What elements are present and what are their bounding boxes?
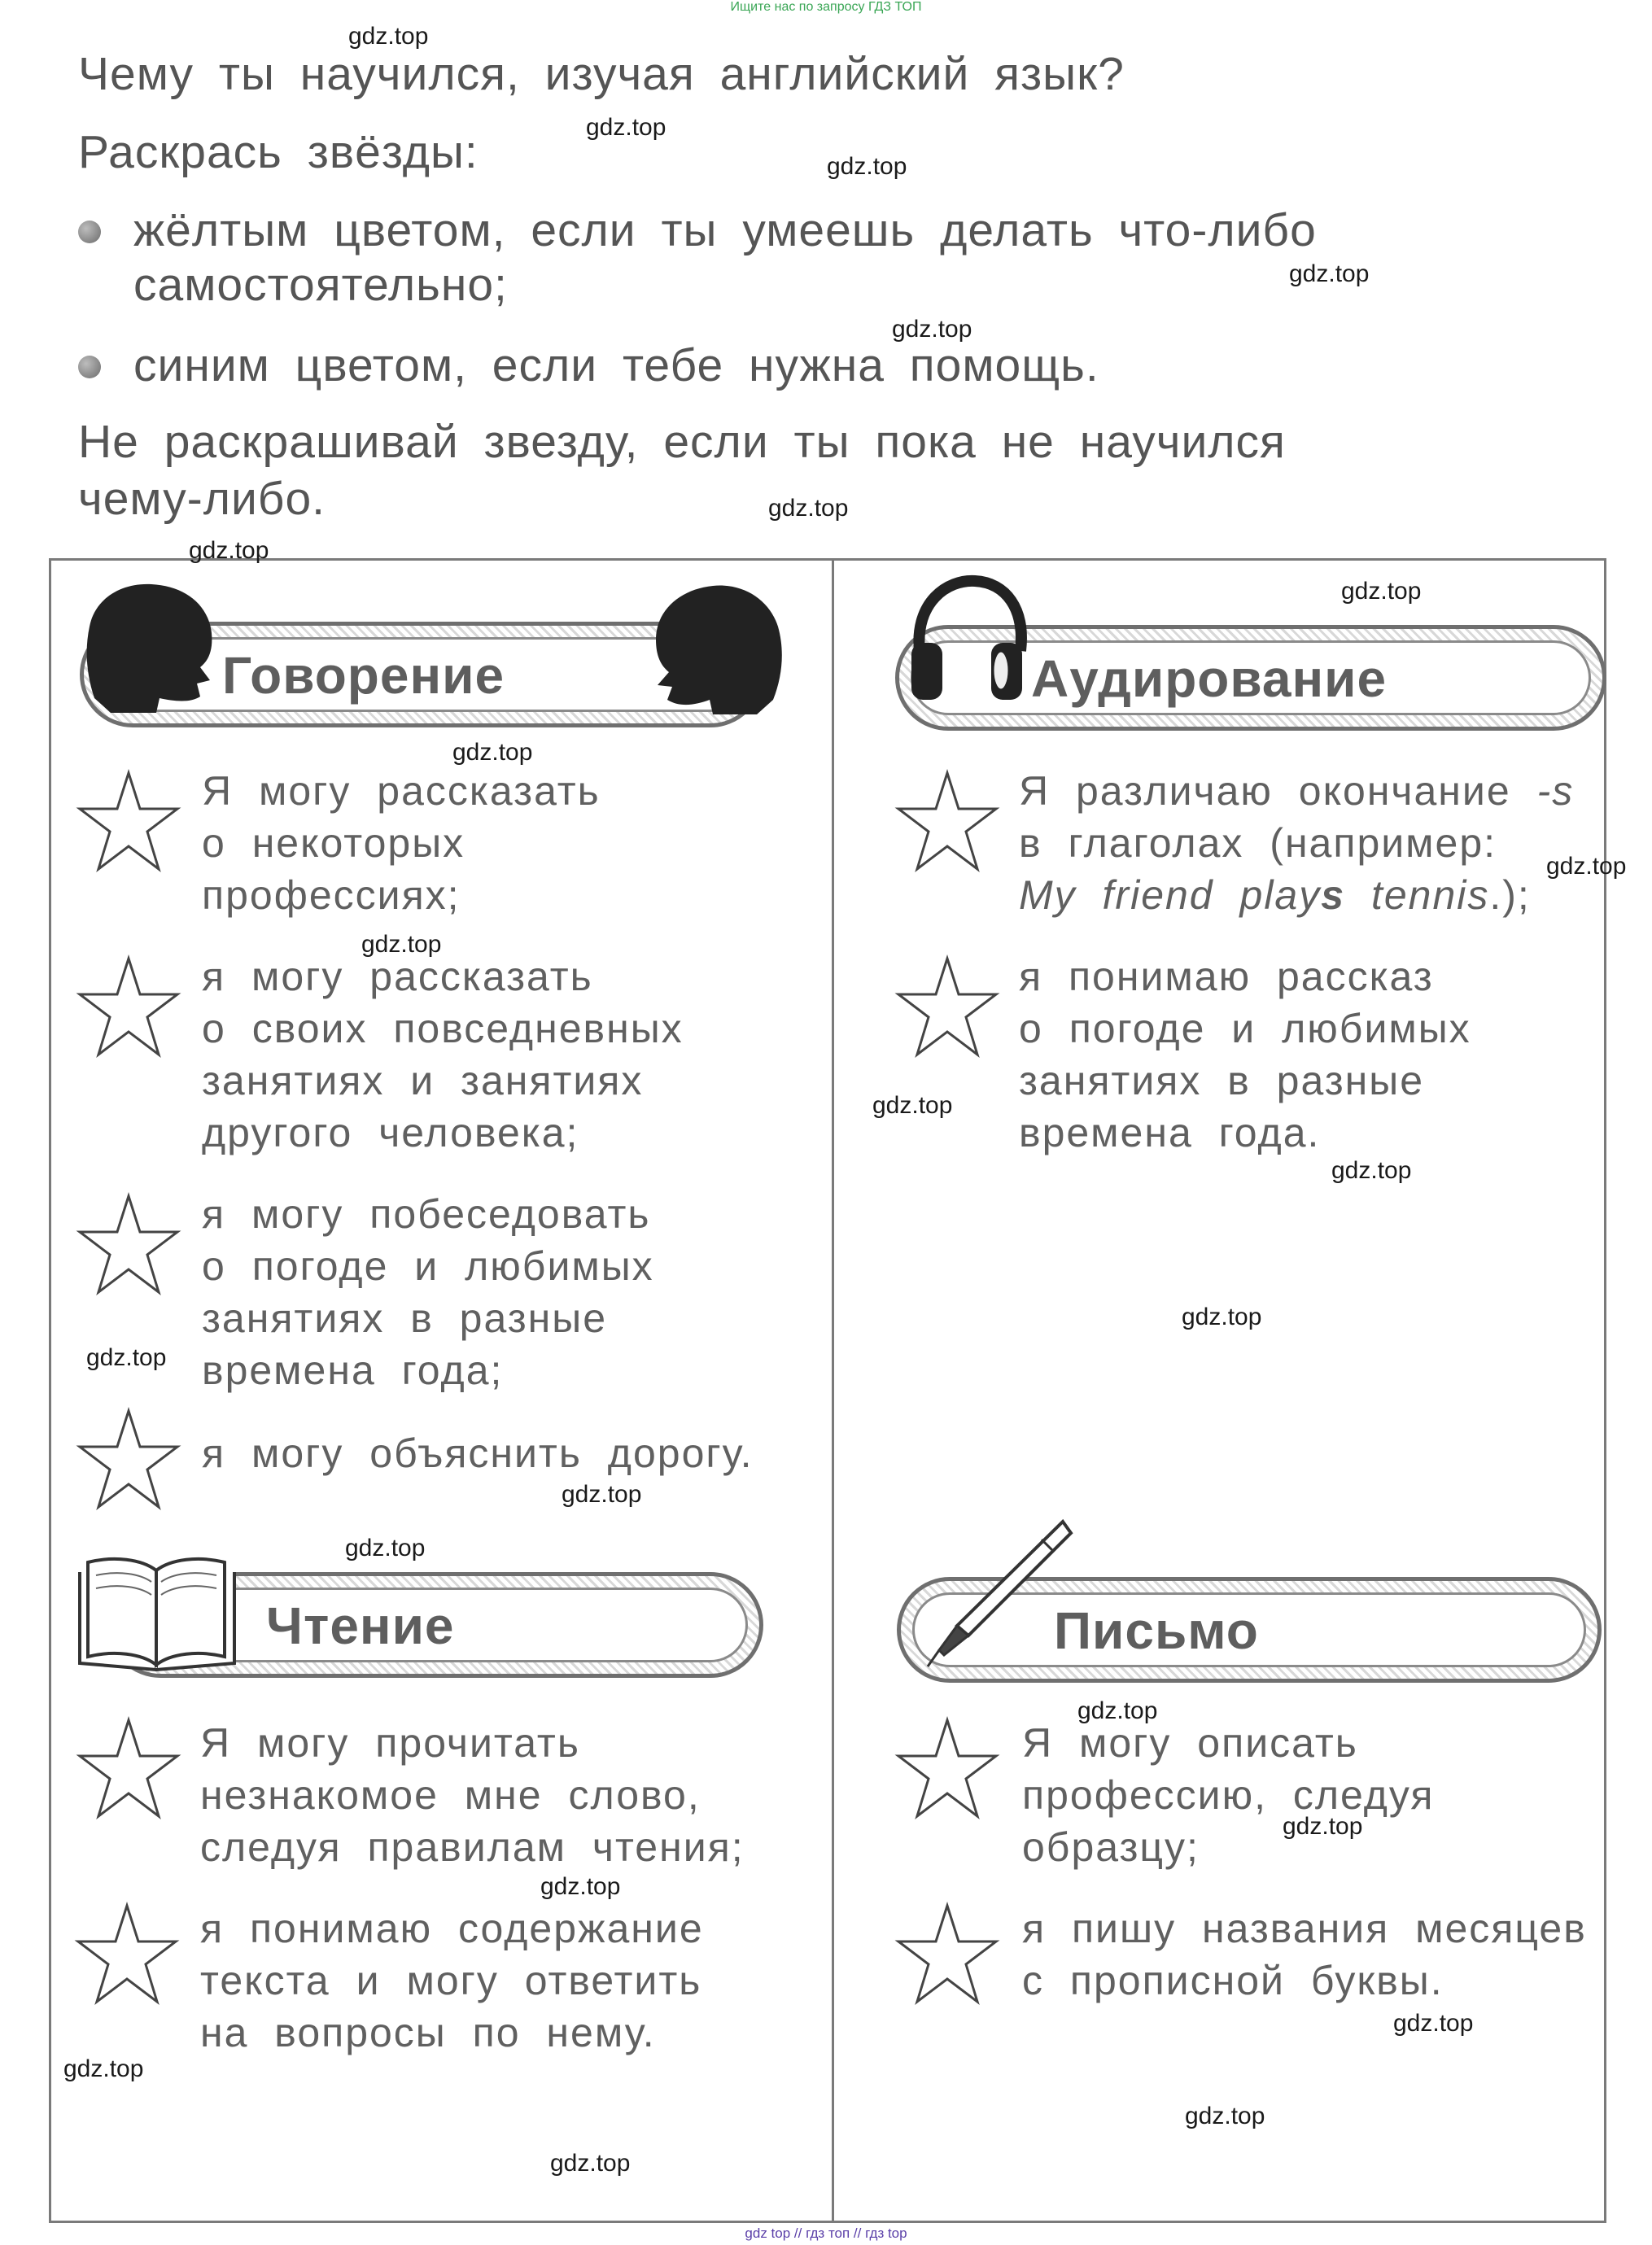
note-line: Не раскрашивай звезду, если ты пока не научился <box>78 416 1286 468</box>
star-checkbox[interactable] <box>894 768 1001 876</box>
note-line: чему-либо. <box>78 473 326 525</box>
watermark: gdz.top <box>550 2150 631 2177</box>
star-checkbox[interactable] <box>894 954 1001 1061</box>
reading-item-1: Я могу прочитать незнакомое мне слово, следуя правилам чтения; <box>200 1720 745 1870</box>
listening-item-2: я понимаю рассказ о погоде и любимых занятиях в разные времена года. <box>1019 954 1471 1155</box>
watermark: gdz.top <box>1393 2010 1474 2037</box>
reading-title: Чтение <box>266 1596 455 1655</box>
listening-item-1: Я различаю окончание -s в глаголах (например: My friend plays tennis.); <box>1019 768 1575 918</box>
watermark: gdz.top <box>892 316 972 343</box>
column-divider <box>832 558 834 2223</box>
bullet-dot-icon <box>78 221 101 243</box>
watermark: gdz.top <box>1289 260 1370 287</box>
watermark: gdz.top <box>1341 578 1422 605</box>
open-book-icon <box>73 1551 244 1673</box>
watermark: gdz.top <box>872 1092 953 1119</box>
watermark: gdz.top <box>1185 2103 1265 2129</box>
question-heading: Чему ты научился, изучая английский язык? <box>78 48 1125 100</box>
bullet-yellow <box>78 202 1413 316</box>
star-checkbox[interactable] <box>75 768 182 876</box>
bullet-yellow-line: жёлтым цветом, если ты умеешь делать что-либо <box>133 204 1317 256</box>
bullet-blue <box>78 337 1413 394</box>
watermark: gdz.top <box>827 153 907 180</box>
footer-note: gdz top // гдз топ // гдз top <box>745 2225 907 2241</box>
star-checkbox[interactable] <box>75 1191 182 1299</box>
watermark: gdz.top <box>1546 853 1627 880</box>
bullet-dot-icon <box>78 356 101 378</box>
watermark: gdz.top <box>768 495 849 522</box>
star-checkbox[interactable] <box>894 1901 1001 2008</box>
speaking-item-1: Я могу рассказать о некоторых профессиях; <box>202 768 601 918</box>
speaking-item-2: я могу рассказать о своих повседневных занятиях и занятиях другого человека; <box>202 954 684 1155</box>
watermark: gdz.top <box>63 2055 144 2082</box>
speaking-title: Говорение <box>222 646 505 705</box>
listening-title: Аудирование <box>1031 649 1388 708</box>
watermark: gdz.top <box>452 739 533 766</box>
instruction-text: Раскрась звёзды: <box>78 126 479 178</box>
watermark: gdz.top <box>1283 1813 1363 1840</box>
watermark: gdz.top <box>1182 1304 1262 1330</box>
watermark: gdz.top <box>1077 1697 1158 1724</box>
star-checkbox[interactable] <box>73 1901 181 2008</box>
watermark: gdz.top <box>345 1535 426 1561</box>
speaking-item-4: я могу объяснить дорогу. <box>202 1430 754 1476</box>
bullet-blue-line: синим цветом, если тебе нужна помощь. <box>133 339 1099 391</box>
watermark: gdz.top <box>1331 1157 1412 1184</box>
writing-item-2: я пишу названия месяцев с прописной буквы. <box>1022 1906 1587 2003</box>
star-checkbox[interactable] <box>894 1715 1001 1823</box>
reading-item-2: я понимаю содержание текста и могу ответить на вопросы по нему. <box>200 1906 704 2055</box>
talking-heads-icon <box>78 576 221 714</box>
bullet-yellow-line: самостоятельно; <box>133 259 508 311</box>
watermark: gdz.top <box>361 931 442 958</box>
watermark: gdz.top <box>540 1873 621 1900</box>
watermark: gdz.top <box>189 537 269 564</box>
headphones-icon <box>902 573 1032 703</box>
writing-title: Письмо <box>1054 1601 1259 1660</box>
speaking-item-3: я могу побеседовать о погоде и любимых занятиях в разные времена года; <box>202 1191 654 1393</box>
fountain-pen-icon <box>920 1515 1074 1670</box>
search-hint: Ищите нас по запросу ГДЗ ТОП <box>730 0 922 14</box>
star-checkbox[interactable] <box>75 954 182 1061</box>
star-checkbox[interactable] <box>75 1715 182 1823</box>
watermark: gdz.top <box>562 1481 642 1508</box>
talking-heads-icon <box>635 578 789 716</box>
watermark: gdz.top <box>586 114 666 141</box>
writing-item-1: Я могу описать профессию, следуя образцу; <box>1022 1720 1435 1870</box>
watermark: gdz.top <box>86 1344 167 1371</box>
note-text <box>78 413 1286 527</box>
star-checkbox[interactable] <box>75 1406 182 1513</box>
watermark: gdz.top <box>348 23 429 50</box>
